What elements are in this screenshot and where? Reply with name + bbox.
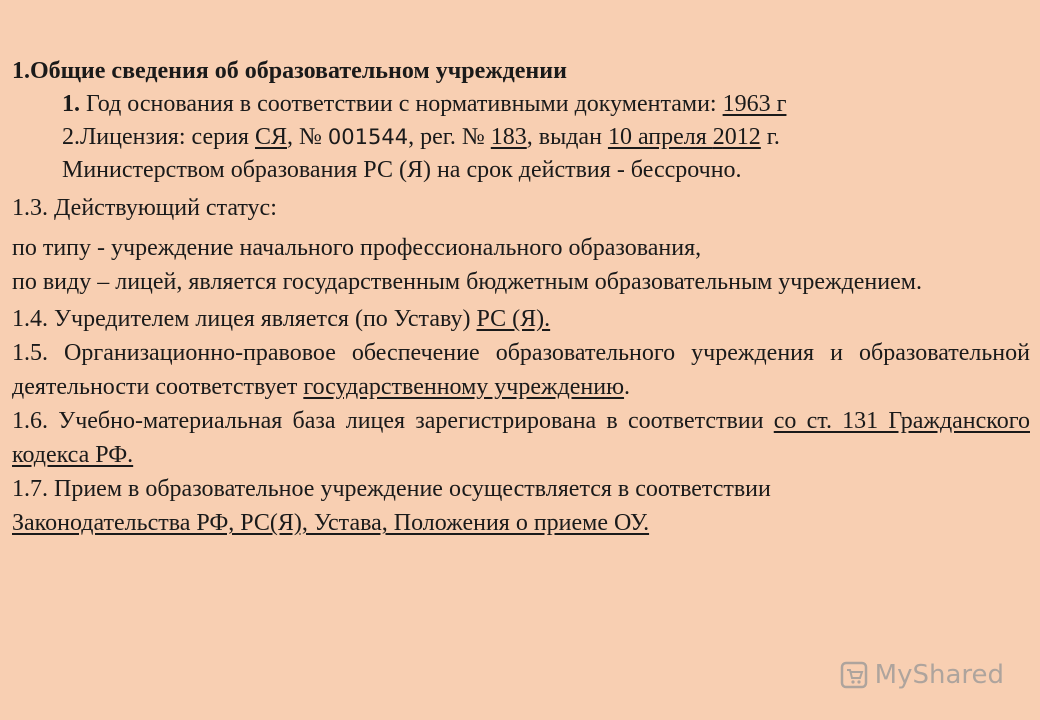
material-label: 1.6. Учебно-материальная база лицея зарегистрирована в соответствии [12, 408, 774, 434]
founding-year-line [62, 88, 1030, 121]
license-number: 001544 [327, 125, 409, 149]
legal-paragraph [12, 336, 1030, 404]
legal-value: государственному учреждению [303, 374, 625, 400]
material-paragraph [12, 404, 1030, 472]
founding-year-value: 1963 г [722, 91, 787, 117]
founder-value: РС (Я). [476, 306, 551, 332]
license-no-label: , № [287, 124, 328, 150]
founder-label: 1.4. Учредителем лицея является (по Уставу) [12, 306, 477, 332]
material-value: со ст. 131 Гражданского кодекса РФ. [12, 408, 1030, 468]
cart-icon [839, 660, 869, 690]
founder-line [12, 302, 1030, 336]
item-number: 1. [62, 91, 80, 117]
status-kind: по виду – лицей, является государственным бюджетным образовательным учреждением. [12, 269, 922, 295]
license-line [62, 121, 1030, 154]
admission-value: Законодательства РФ, РС(Я), Устава, Положения о приеме ОУ. [12, 510, 650, 536]
slide-content [12, 54, 1030, 540]
issued-date: 10 апреля [607, 124, 713, 150]
reg-no-label: , рег. № [408, 124, 491, 150]
watermark [839, 660, 1004, 690]
legal-end: . [624, 374, 631, 400]
license-issuer-line: Министерством образования РС (Я) на срок действия - бессрочно. [62, 157, 742, 183]
admission-line: 1.7. Прием в образовательное учреждение осуществляется в соответствии [12, 476, 771, 502]
issued-label: , выдан [526, 124, 608, 150]
section-heading: 1.Общие сведения об образовательном учреждении [12, 58, 567, 84]
status-type: по типу - учреждение начального профессионального образования, [12, 235, 702, 261]
watermark-text: MyShared [874, 660, 1004, 690]
license-label: 2.Лицензия: серия [62, 124, 255, 150]
license-series: СЯ [254, 124, 287, 150]
reg-number: 183 [490, 124, 527, 150]
founding-year-label: Год основания в соответствии с нормативными документами: [80, 91, 723, 117]
issued-year: 2012 [712, 124, 761, 150]
admission-basis [12, 506, 1030, 540]
status-title: 1.3. Действующий статус: [12, 195, 277, 221]
legal-label: 1.5. Организационно-правовое обеспечение образовательного учреждения и образовательной деятельности соответствует [12, 340, 1030, 400]
basic-info-list [12, 88, 1030, 187]
year-suffix: г. [760, 124, 780, 150]
